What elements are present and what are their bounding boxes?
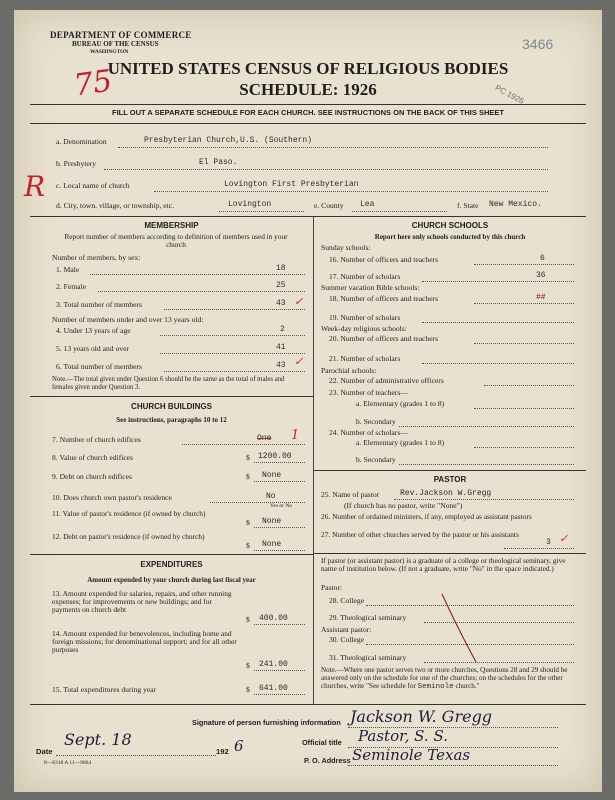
- q24b-label: b. Secondary: [356, 455, 396, 464]
- graduate-rule: [314, 553, 586, 554]
- q21-line: [422, 363, 574, 364]
- assistant-subsection-label: Assistant pastor:: [321, 625, 372, 634]
- q26-label: 26. Number of ordained ministers, if any, employed as assistant pastors: [321, 512, 532, 521]
- buildings-rule: [30, 396, 313, 397]
- q13-amount: 400.00: [259, 614, 288, 623]
- church-name-value: Lovington First Presbyterian: [224, 180, 359, 189]
- q18-line: [474, 303, 574, 304]
- q8-value-label: 8. Value of church edifices: [52, 453, 134, 462]
- q8-value-amount: 1200.00: [258, 452, 292, 461]
- q11-dollar-sign: $: [246, 518, 250, 527]
- q11-line: [254, 527, 305, 528]
- q24a-line: [474, 447, 574, 448]
- q21-label: 21. Number of scholars: [329, 354, 401, 363]
- q27-line: [504, 548, 574, 549]
- date-label: Date: [36, 747, 53, 756]
- q23a-line: [474, 408, 574, 409]
- pastor-note-end: church.": [455, 682, 480, 690]
- q23b-line: [399, 426, 574, 427]
- q22-line: [484, 385, 574, 386]
- membership-intro: Report number of members according to definition of members used in your church: [64, 232, 288, 249]
- q19-line: [422, 322, 574, 323]
- department-label: DEPARTMENT OF COMMERCE: [50, 30, 192, 40]
- q4-under13-value: 2: [280, 325, 285, 334]
- presbytery-line: [104, 169, 548, 170]
- q17-line: [422, 281, 574, 282]
- q9-line: [254, 481, 305, 482]
- q2-female-value: 25: [276, 281, 286, 290]
- q14-benevolences-label: 14. Amount expended for benevolences, including home and foreign missions; for denominational support; and for all other purposes: [52, 629, 237, 654]
- q23-label: 23. Number of teachers—: [329, 388, 408, 397]
- pastor-subsection-label: Pastor:: [321, 583, 343, 592]
- q1-line: [90, 274, 305, 275]
- q4-line: [160, 335, 305, 336]
- graduate-note: If pastor (or assistant pastor) is a graduate of a college or theological seminary, give name of institution below. (If not a graduate, write "No" in the space indicated.): [321, 556, 566, 573]
- q15-total-label: 15. Total expenditures during year: [52, 685, 157, 694]
- city-line: [219, 211, 304, 212]
- q15-dollar-sign: $: [246, 685, 250, 694]
- state-label: f. State: [457, 201, 479, 210]
- q3-check-mark: ✓: [294, 295, 304, 308]
- q6-check-mark: ✓: [294, 355, 304, 368]
- presbytery-value: El Paso.: [199, 158, 238, 167]
- q12-dollar-sign: $: [246, 541, 250, 550]
- q29-label: 29. Theological seminary: [329, 613, 407, 622]
- q28-label: 28. College: [329, 596, 365, 605]
- column-divider: [313, 216, 314, 704]
- pastor-heading: PASTOR: [433, 475, 467, 484]
- q9-debt-label: 9. Debt on church edifices: [52, 472, 132, 481]
- q8-dollar-sign: $: [246, 453, 250, 462]
- vacation-schools-label: Summer vacation Bible schools:: [321, 283, 420, 292]
- official-title-value: Pastor, S. S.: [358, 727, 448, 745]
- q23b-label: b. Secondary: [356, 417, 396, 426]
- received-stamp: PC 1926: [493, 83, 526, 106]
- q16-value: 6: [540, 254, 545, 263]
- q13-running-expenses-label: 13. Amount expended for salaries, repairs, and other running expenses; for improvements or new buildings; and for payments on church debt: [52, 589, 232, 614]
- q3-total-label: 3. Total number of members: [56, 300, 143, 309]
- q1-male-value: 18: [276, 264, 286, 273]
- q12-residence-debt-amount: None: [262, 540, 282, 549]
- q6-total-label: 6. Total number of members: [56, 362, 143, 371]
- age-group-label: Number of members under and over 13 years old:: [52, 315, 204, 324]
- q5-over13-value: 41: [276, 343, 286, 352]
- q4-under13-label: 4. Under 13 years of age: [56, 326, 131, 335]
- q5-line: [160, 353, 305, 354]
- q14-dollar-sign: $: [246, 661, 250, 670]
- form-title: UNITED STATES CENSUS OF RELIGIOUS BODIES: [107, 59, 509, 78]
- denomination-line: [118, 147, 548, 148]
- q8-line: [254, 462, 305, 463]
- members-by-sex-label: Number of members, by sex:: [52, 253, 141, 262]
- buildings-heading: CHURCH BUILDINGS: [131, 402, 212, 411]
- address-line: [348, 765, 558, 766]
- buildings-subheading: See instructions, paragraphs 10 to 12: [116, 416, 227, 424]
- q20-line: [474, 343, 574, 344]
- q20-label: 20. Number of officers and teachers: [329, 334, 439, 343]
- church-name-line: [154, 191, 548, 192]
- q27-value: 3: [546, 538, 551, 547]
- county-line: [352, 211, 447, 212]
- expenditures-rule: [30, 554, 313, 555]
- county-value: Lea: [360, 200, 375, 209]
- q27-check-mark: ✓: [559, 532, 569, 545]
- form-code: 8—8318 A 11—9064: [44, 760, 92, 766]
- q13-line: [254, 624, 305, 625]
- year-value: 6: [234, 737, 244, 755]
- q11-residence-amount: None: [262, 517, 282, 526]
- presbytery-label: b. Presbytery: [56, 159, 97, 168]
- q9-dollar-sign: $: [246, 472, 250, 481]
- q24-label: 24. Number of scholars—: [329, 428, 408, 437]
- q22-label: 22. Number of administrative officers: [329, 376, 444, 385]
- q18-label: 18. Number of officers and teachers: [329, 294, 439, 303]
- q24a-label: a. Elementary (grades 1 to 8): [356, 438, 445, 447]
- q19-label: 19. Number of scholars: [329, 313, 401, 322]
- q10-residence-label: 10. Does church own pastor's residence: [52, 493, 172, 502]
- pen-stroke-mark: [434, 590, 494, 670]
- q7-edifices-label: 7. Number of church edifices: [52, 435, 141, 444]
- sunday-schools-label: Sunday schools:: [321, 243, 371, 252]
- q6-line: [164, 371, 305, 372]
- q12-residence-debt-label: 12. Debt on pastor's residence (if owned by church): [52, 532, 205, 541]
- denomination-label: a. Denomination: [56, 137, 107, 146]
- signature-value: Jackson W. Gregg: [350, 707, 493, 726]
- q25-label: 25. Name of pastor: [321, 490, 380, 499]
- weekday-schools-label: Week-day religious schools:: [321, 324, 407, 333]
- red-mark-number: 75: [71, 63, 115, 104]
- q14-line: [254, 670, 305, 671]
- q3-line: [164, 309, 305, 310]
- q6-total-value: 43: [276, 361, 286, 370]
- pastor-note-value: Seminole: [417, 683, 454, 691]
- q14-amount: 241.00: [259, 660, 288, 669]
- pastor-rule: [314, 470, 586, 471]
- instruction-rule: [30, 123, 586, 124]
- pastor-note: [321, 666, 579, 691]
- church-name-label: c. Local name of church: [56, 181, 130, 190]
- document-number: 3466: [522, 36, 554, 52]
- q30-label: 30. College: [329, 635, 365, 644]
- county-label: e. County: [314, 201, 344, 210]
- denomination-value: Presbyterian Church,U.S. (Southern): [144, 136, 313, 145]
- q12-line: [254, 550, 305, 551]
- pastor-note-text: Note.—Where one pastor serves two or more churches, Questions 28 and 29 should be answered only on the schedule for one of the churches; on the schedules for the other churches, write "See schedule for: [321, 666, 568, 690]
- date-value: Sept. 18: [64, 730, 132, 749]
- schedule-title: SCHEDULE: 1926: [239, 80, 377, 99]
- q31-label: 31. Theological seminary: [329, 653, 407, 662]
- city-value: Lovington: [228, 200, 272, 209]
- parochial-schools-label: Parochial schools:: [321, 366, 377, 375]
- date-line: [56, 755, 216, 756]
- q5-over13-label: 5. 13 years old and over: [56, 344, 129, 353]
- q7-edifices-value: 1: [291, 428, 300, 443]
- q17-label: 17. Number of scholars: [329, 272, 401, 281]
- q27-label: 27. Number of other churches served by the pastor or his assistants: [321, 530, 519, 539]
- membership-heading: MEMBERSHIP: [144, 221, 199, 230]
- location-label: WASHINGTON: [90, 49, 129, 55]
- q25-hint: (If church has no pastor, write "None"): [344, 501, 463, 510]
- expenditures-subheading: Amount expended by your church during last fiscal year: [87, 576, 256, 584]
- q10-residence-value: No: [266, 492, 276, 501]
- q3-total-value: 43: [276, 299, 286, 308]
- bureau-label: BUREAU OF THE CENSUS: [72, 40, 159, 48]
- schools-heading: CHURCH SCHOOLS: [411, 221, 489, 230]
- q13-dollar-sign: $: [246, 615, 250, 624]
- q15-line: [254, 694, 305, 695]
- general-rule: [30, 216, 586, 217]
- expenditures-heading: EXPENDITURES: [140, 560, 203, 569]
- official-title-label: Official title: [302, 738, 342, 747]
- q23a-label: a. Elementary (grades 1 to 8): [356, 399, 445, 408]
- q9-debt-amount: None: [262, 471, 282, 480]
- q7-line: [182, 444, 305, 445]
- schools-subheading: Report here only schools conducted by this church: [374, 233, 526, 241]
- year-prefix: 192: [216, 747, 229, 756]
- city-label: d. City, town, village, or township, etc.: [56, 201, 175, 210]
- address-label: P. O. Address: [304, 756, 351, 765]
- q1-male-label: 1. Male: [56, 265, 80, 274]
- q11-residence-value-label: 11. Value of pastor's residence (if owned by church): [52, 509, 206, 518]
- address-value: Seminole Texas: [352, 746, 471, 764]
- q15-amount: 641.00: [259, 684, 288, 693]
- q17-value: 36: [536, 271, 546, 280]
- q10-hint: Yes or No: [270, 503, 293, 509]
- footer-rule: [30, 704, 586, 705]
- header-rule: [30, 104, 586, 105]
- q25-line: [394, 499, 574, 500]
- red-mark-R: R: [24, 170, 46, 203]
- q18-value: ##: [536, 293, 546, 302]
- membership-note: Note.—The total given under Question 6 should be the same as the total of males and females given under Question 3.: [52, 376, 285, 391]
- q16-label: 16. Number of officers and teachers: [329, 255, 439, 264]
- signature-label: Signature of person furnishing information: [192, 718, 341, 727]
- q24b-line: [399, 464, 574, 465]
- instruction-line: FILL OUT A SEPARATE SCHEDULE FOR EACH CHURCH. SEE INSTRUCTIONS ON THE BACK OF THIS SHEET: [112, 108, 504, 117]
- q16-line: [474, 264, 574, 265]
- census-schedule-sheet: [14, 10, 602, 792]
- state-value: New Mexico.: [489, 200, 542, 209]
- q25-value: Rev.Jackson W.Gregg: [400, 489, 492, 498]
- q7-struck-value: One: [257, 434, 272, 443]
- q2-line: [98, 291, 305, 292]
- q2-female-label: 2. Female: [56, 282, 86, 291]
